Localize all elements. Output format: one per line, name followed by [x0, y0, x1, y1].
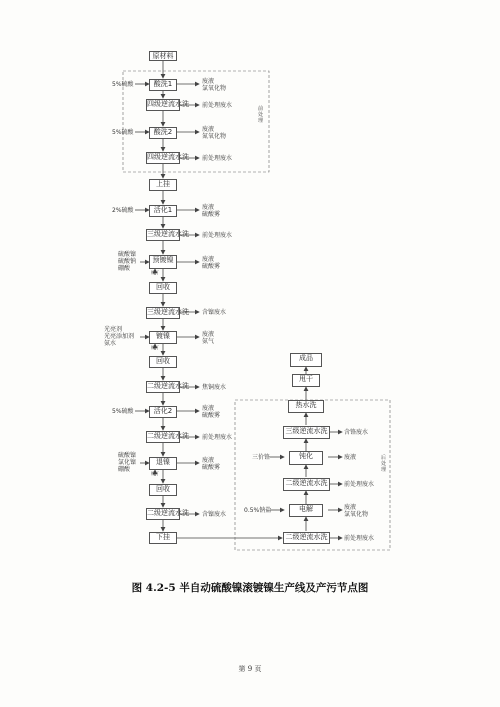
- flow-step-nickel-plating: 镀镍: [149, 331, 177, 344]
- output-label: 含镍废水: [202, 309, 227, 316]
- flow-step-hot-rinse: 热水洗: [288, 400, 324, 413]
- output-label: 前处理废水: [344, 535, 375, 542]
- flow-step-rinse-4a: 四级逆流水洗: [146, 99, 180, 111]
- output-label: 前处理废水: [202, 155, 233, 162]
- small-label: 镍钉: [151, 270, 159, 275]
- flow-step-pre-plating: 预镀镍: [149, 255, 177, 269]
- flow-step-pickle-2: 酸洗2: [149, 127, 177, 139]
- input-label: 光亮剂 光亮添加剂 氨水: [104, 326, 135, 347]
- page-number: 第 9 页: [238, 665, 262, 673]
- side-note-pretreatment: 前 处 理: [258, 106, 264, 124]
- output-label: 废液 硫酸雾: [202, 405, 221, 419]
- output-label: 废液 氯氧化物: [344, 504, 369, 518]
- input-label: 2%硫酸: [112, 207, 134, 214]
- flow-step-recovery-1: 回收: [149, 282, 177, 294]
- output-label: 废液 氨气: [202, 331, 215, 345]
- flow-step-rinse-2e: 二级逆流水洗: [283, 478, 330, 491]
- output-label: 废液 硫酸雾: [202, 256, 221, 270]
- input-label: 5%硫酸: [112, 408, 134, 415]
- output-label: 前处理废水: [344, 481, 375, 488]
- flow-step-activation-2: 活化2: [149, 406, 177, 418]
- output-label: 含镍废水: [202, 511, 227, 518]
- input-label: 硫酸镍 氯化镍 硼酸: [118, 452, 137, 473]
- input-label: 硫酸镍 硫酸钠 硼酸: [118, 251, 137, 272]
- output-label: 废液 硫酸雾: [202, 204, 221, 218]
- input-label: 0.5%钠盐: [244, 507, 272, 514]
- input-label: 5%硫酸: [112, 129, 134, 136]
- flow-step-passivation: 钝化: [289, 451, 323, 465]
- side-note-posttreatment: 后 处 理: [381, 455, 387, 473]
- flow-step-rinse-3c: 三级逆流水洗: [283, 426, 330, 439]
- flow-step-recovery-2: 回收: [149, 356, 177, 368]
- output-label: 废液 硫酸雾: [202, 457, 221, 471]
- small-label: 镍钉: [151, 471, 159, 476]
- output-label: 焦铜废水: [202, 384, 227, 391]
- flow-step-rinse-2a: 二级逆流水洗: [146, 381, 180, 393]
- output-label: 前处理废水: [202, 102, 233, 109]
- output-label: 废液: [344, 454, 357, 461]
- output-label: 前处理废水: [202, 434, 233, 441]
- flow-step-rinse-4b: 四级逆流水洗: [146, 152, 180, 164]
- flow-step-rinse-2b: 二级逆流水洗: [146, 431, 180, 443]
- flow-step-rinse-2d: 二级逆流水洗: [283, 532, 330, 544]
- output-label: 废液 氯氧化物: [202, 78, 227, 92]
- flow-step-rinse-2c: 二级逆流水洗: [146, 508, 180, 520]
- input-label: 5%硫酸: [112, 81, 134, 88]
- flow-step-pickle-1: 酸洗1: [149, 79, 177, 91]
- figure-caption: 图 4.2-5 半自动硫酸镍滚镀镍生产线及产污节点图: [131, 582, 369, 594]
- flow-step-activation-1: 活化1: [149, 205, 177, 217]
- small-label: 镍钉: [151, 345, 159, 350]
- flow-step-finished-product: 成品: [290, 353, 322, 367]
- flow-step-load: 上挂: [149, 179, 177, 191]
- flow-step-raw-material: 原材料: [149, 51, 177, 61]
- flow-step-unload: 下挂: [149, 532, 177, 544]
- output-label: 废液 氮氧化物: [202, 126, 227, 140]
- output-label: 含铬废水: [344, 429, 369, 436]
- flow-step-electrolysis: 电解: [289, 504, 323, 517]
- flow-step-spin-dry: 甩干: [292, 374, 320, 387]
- flow-step-rinse-3b: 三级逆流水洗: [146, 307, 180, 319]
- output-label: 前处理废水: [202, 232, 233, 239]
- input-label: 三价铬: [252, 454, 271, 461]
- flow-step-recovery-3: 回收: [149, 484, 177, 496]
- flow-step-nickel-strip: 退镍: [149, 457, 177, 470]
- flow-step-rinse-3a: 三级逆流水洗: [146, 229, 180, 241]
